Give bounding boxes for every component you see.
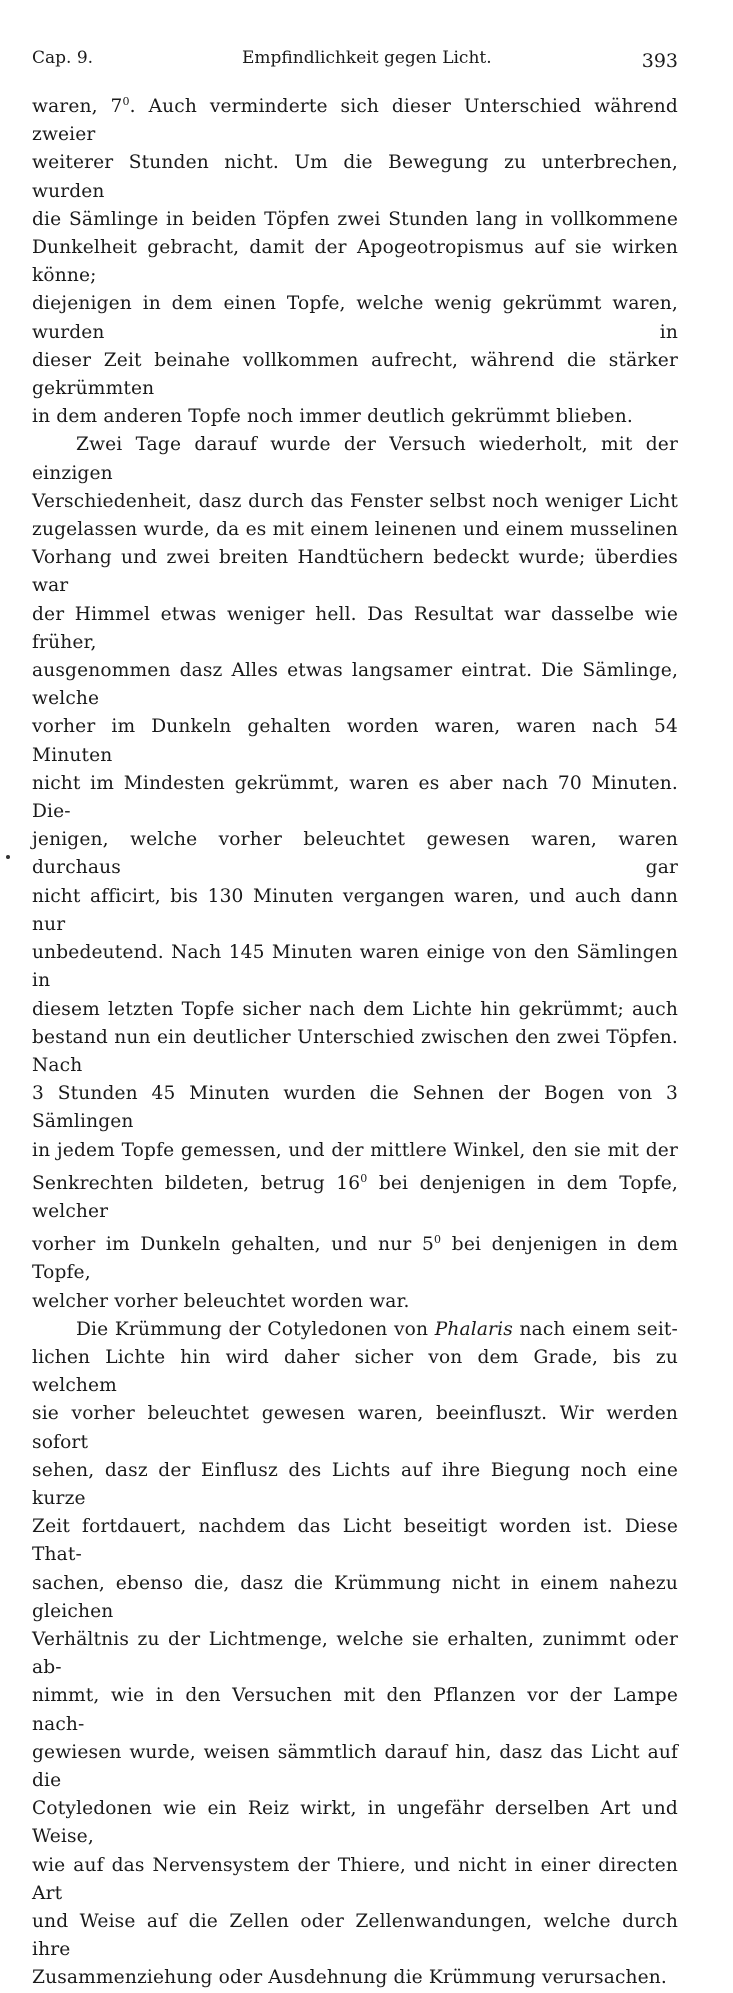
- text-line: Cotyledonen wie ein Reiz wirkt, in ungefähr derselben Art und Weise,: [32, 1798, 678, 1848]
- paragraph-2: [32, 431, 678, 1315]
- text-line: dieser Zeit beinahe vollkommen aufrecht, während die stärker gekrümmten: [32, 349, 678, 400]
- text-line: Senkrechten bildeten, betrug $16^0$ bei denjenigen in dem Topfe, welcher: [32, 1171, 678, 1222]
- text-line: Dunkelheit gebracht, damit der Apogeotropismus auf sie wirken könne;: [32, 237, 678, 287]
- text-body: [32, 88, 678, 1993]
- text-line: vorher im Dunkeln gehalten worden waren, waren nach 54 Minuten: [32, 716, 678, 766]
- text-line: gewiesen wurde, weisen sämmtlich darauf hin, dasz das Licht auf die: [32, 1741, 678, 1791]
- text-line: ausgenommen dasz Alles etwas langsamer eintrat. Die Sämlinge, welche: [32, 660, 678, 710]
- text-line: diejenigen in dem einen Topfe, welche wenig gekrümmt waren, wurden in: [32, 293, 678, 343]
- text-line: Vorhang und zwei breiten Handtüchern bedeckt wurde; überdies war: [32, 547, 678, 597]
- text-line: vorher im Dunkeln gehalten, und nur $5^0$ bei denjenigen in dem Topfe,: [32, 1233, 678, 1284]
- text-line: unbedeutend. Nach 145 Minuten waren einige von den Sämlingen in: [32, 942, 678, 992]
- text-line: Zusammenziehung oder Ausdehnung die Krümmung verursachen.: [32, 1967, 667, 1989]
- text-line: waren, $7^0$. Auch verminderte sich dieser Unterschied während zweier: [32, 95, 678, 146]
- text-line: Verhältnis zu der Lichtmenge, welche sie erhalten, zunimmt oder ab-: [32, 1628, 678, 1679]
- paragraph-3: [32, 1316, 678, 1993]
- text-line: Zeit fortdauert, nachdem das Licht beseitigt worden ist. Diese That-: [32, 1516, 678, 1566]
- text-line: die Sämlinge in beiden Töpfen zwei Stunden lang in vollkommene: [32, 208, 678, 230]
- text-line: jenigen, welche vorher beleuchtet gewesen waren, waren durchaus gar: [32, 829, 678, 879]
- text-line: diesem letzten Topfe sicher nach dem Lichte hin gekrümmt; auch: [32, 998, 678, 1020]
- text-line: sie vorher beleuchtet gewesen waren, beeinfluszt. Wir werden sofort: [32, 1403, 678, 1453]
- running-title: Empfindlichkeit gegen Licht.: [242, 48, 492, 68]
- text-line: nimmt, wie in den Versuchen mit den Pflanzen vor der Lampe nach-: [32, 1685, 678, 1735]
- text-line: bestand nun ein deutlicher Unterschied zwischen den zwei Töpfen. Nach: [32, 1026, 678, 1076]
- text-line: welcher vorher beleuchtet worden war.: [32, 1290, 410, 1312]
- text-line: 3 Stunden 45 Minuten wurden die Sehnen der Bogen von 3 Sämlingen: [32, 1083, 678, 1133]
- text-line: sachen, ebenso die, dasz die Krümmung nicht in einem nahezu gleichen: [32, 1572, 678, 1622]
- text-line: nicht im Mindesten gekrümmt, waren es aber nach 70 Minuten. Die-: [32, 772, 678, 823]
- margin-dot: [6, 855, 10, 859]
- text-line: der Himmel etwas weniger hell. Das Resultat war dasselbe wie früher,: [32, 603, 678, 653]
- chapter-label: Cap. 9.: [32, 48, 94, 68]
- text-line: in jedem Topfe gemessen, und der mittlere Winkel, den sie mit der: [32, 1139, 678, 1161]
- text-line: Zwei Tage darauf wurde der Versuch wiederholt, mit der einzigen: [32, 434, 678, 484]
- text-line: lichen Lichte hin wird daher sicher von dem Grade, bis zu welchem: [32, 1346, 678, 1397]
- running-header: [32, 44, 678, 74]
- text-line: zugelassen wurde, da es mit einem leinenen und einem musselinen: [32, 519, 678, 541]
- text-line: weiterer Stunden nicht. Um die Bewegung zu unterbrechen, wurden: [32, 152, 678, 202]
- text-line: wie auf das Nervensystem der Thiere, und nicht in einer directen Art: [32, 1854, 678, 1904]
- text-line: und Weise auf die Zellen oder Zellenwandungen, welche durch ihre: [32, 1911, 678, 1961]
- text-line: Die Krümmung der Cotyledonen von Phalaris nach einem seit-: [76, 1318, 678, 1340]
- text-line: sehen, dasz der Einflusz des Lichts auf ihre Biegung noch eine kurze: [32, 1459, 678, 1509]
- text-line: in dem anderen Topfe noch immer deutlich gekrümmt blieben.: [32, 406, 633, 428]
- paragraph-1: [32, 88, 678, 431]
- page-number: 393: [641, 50, 678, 72]
- text-line: Verschiedenheit, dasz durch das Fenster selbst noch weniger Licht: [32, 490, 678, 512]
- text-line: nicht afficirt, bis 130 Minuten vergangen waren, und auch dann nur: [32, 885, 678, 935]
